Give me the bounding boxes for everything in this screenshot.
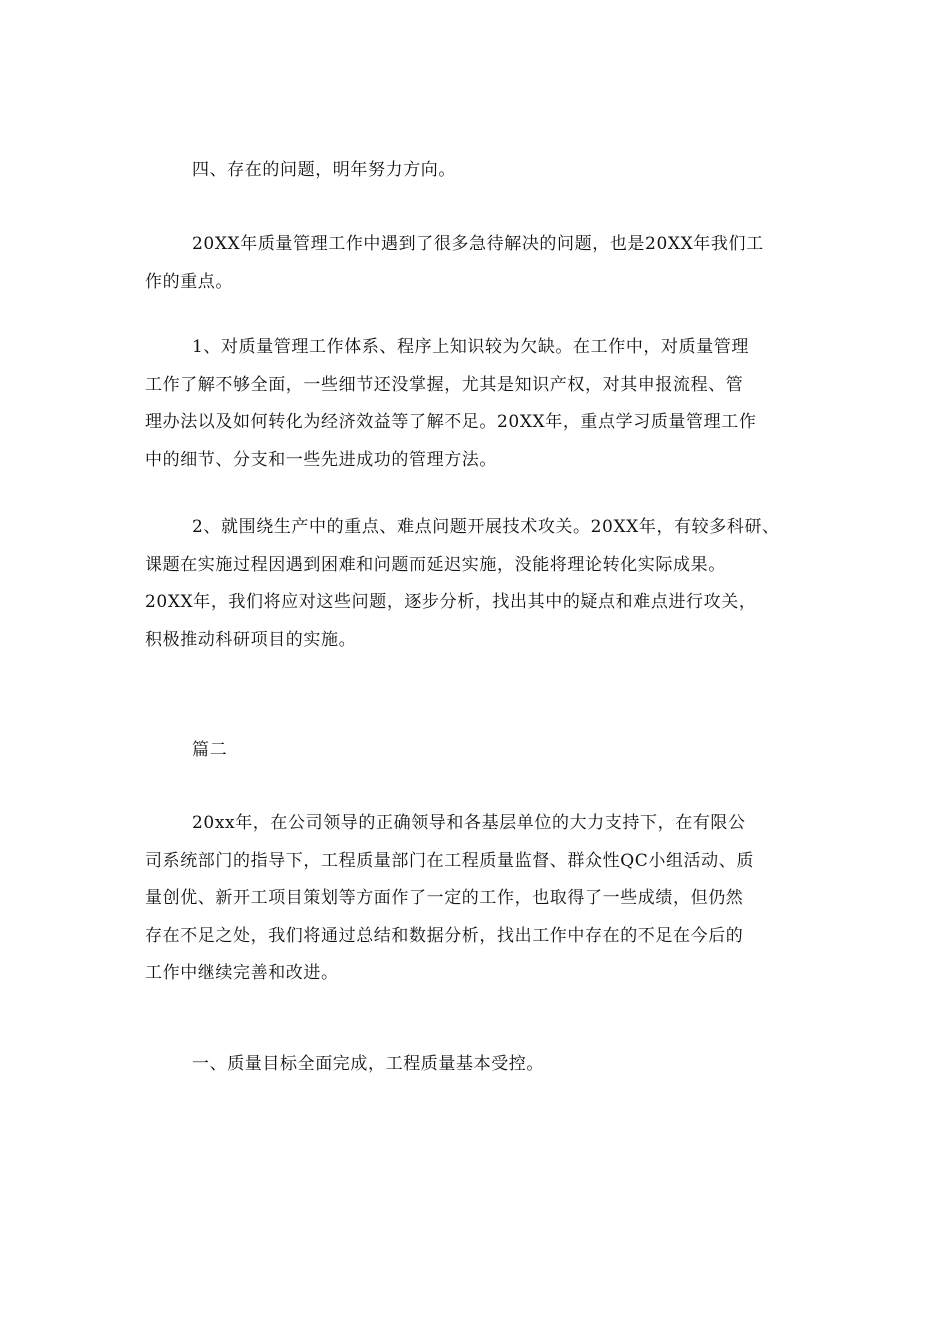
text-line: 20XX年，我们将应对这些问题，逐步分析，找出其中的疑点和难点进行攻关，	[145, 592, 757, 612]
paragraph	[145, 509, 815, 659]
text-line: 作的重点。	[145, 271, 233, 292]
text-line: 量创优、新开工项目策划等方面作了一定的工作，也取得了一些成绩，但仍然	[145, 888, 744, 908]
text-line: 存在不足之处，我们将通过总结和数据分析，找出工作中存在的不足在今后的	[145, 925, 744, 946]
text-line: 20xx年，在公司领导的正确领导和各基层单位的大力支持下，在有限公	[192, 813, 746, 833]
text-line: 2、就围绕生产中的重点、难点问题开展技术攻关。20XX年，有较多科研、	[192, 517, 780, 537]
paragraph	[145, 329, 815, 479]
text-line: 篇二	[192, 740, 228, 760]
text-line: 工作了解不够全面，一些细节还没掌握，尤其是知识产权，对其申报流程、管	[145, 374, 744, 395]
text-line: 中的细节、分支和一些先进成功的管理方法。	[145, 449, 497, 470]
paragraph	[145, 805, 815, 993]
text-line: 一、质量目标全面完成，工程质量基本受控。	[192, 1054, 544, 1074]
section-heading	[145, 1046, 815, 1084]
text-line: 理办法以及如何转化为经济效益等了解不足。20XX年，重点学习质量管理工作	[145, 412, 757, 432]
text-line: 工作中继续完善和改进。	[145, 963, 339, 983]
text-line: 司系统部门的指导下，工程质量部门在工程质量监督、群众性QC小组活动、质	[145, 850, 754, 871]
text-line: 20XX年质量管理工作中遇到了很多急待解决的问题，也是20XX年我们工	[192, 234, 764, 254]
text-line: 四、存在的问题，明年努力方向。	[192, 160, 456, 180]
paragraph	[145, 226, 815, 301]
section-title	[145, 732, 815, 770]
text-line: 课题在实施过程因遇到困难和问题而延迟实施，没能将理论转化实际成果。	[145, 554, 726, 575]
text-line: 积极推动科研项目的实施。	[145, 629, 357, 650]
section-heading	[145, 152, 815, 190]
text-line: 1、对质量管理工作体系、程序上知识较为欠缺。在工作中，对质量管理	[192, 337, 750, 357]
